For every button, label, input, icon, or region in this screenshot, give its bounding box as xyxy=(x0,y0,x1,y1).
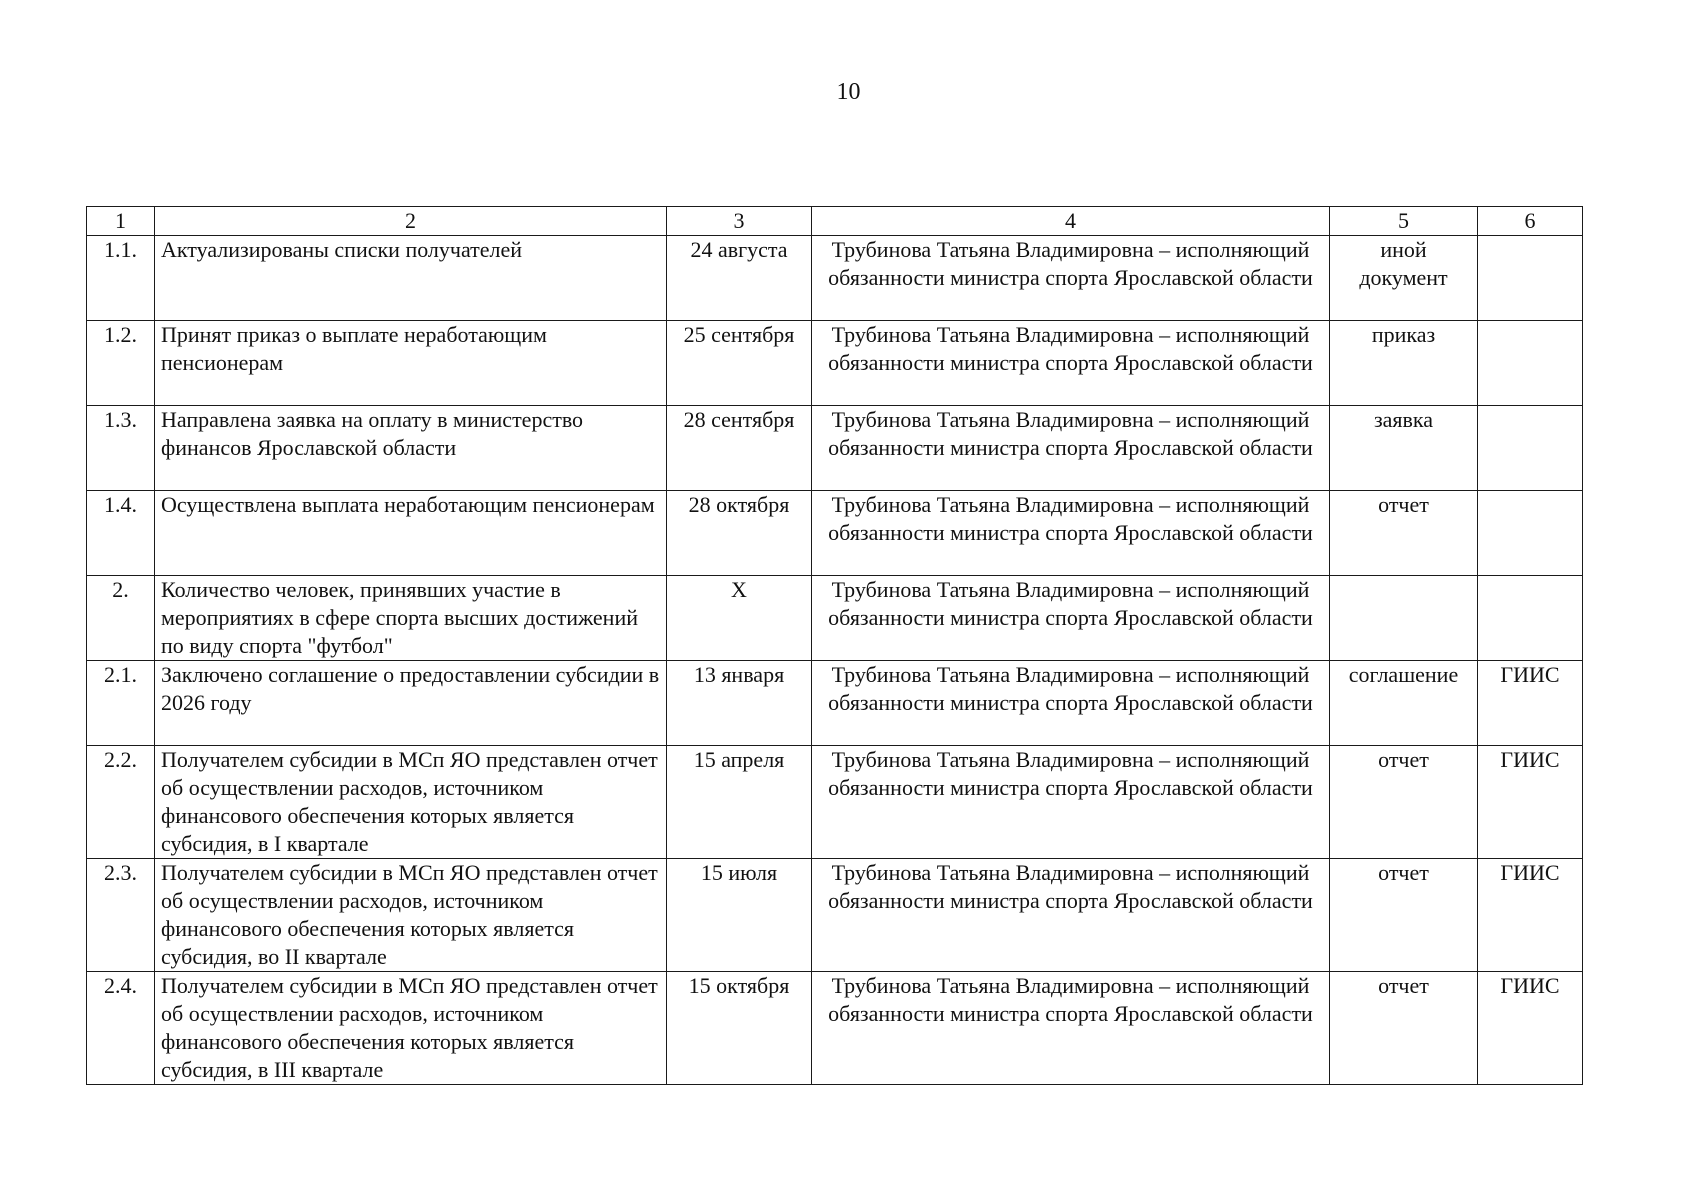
row-event: Получателем субсидии в МСп ЯО представлен отчет об осуществлении расходов, источником финансового обеспечения которых является субсидия, в I квартале xyxy=(155,746,667,859)
row-responsible: Трубинова Татьяна Владимировна – исполняющий обязанности министра спорта Ярославской области xyxy=(812,576,1330,661)
table-row xyxy=(87,746,1583,859)
row-event: Получателем субсидии в МСп ЯО представлен отчет об осуществлении расходов, источником финансового обеспечения которых является субсидия, в III квартале xyxy=(155,972,667,1085)
row-document: иной документ xyxy=(1330,236,1478,321)
row-document xyxy=(1330,576,1478,661)
table-row xyxy=(87,321,1583,406)
row-document: соглашение xyxy=(1330,661,1478,746)
row-number: 2.3. xyxy=(87,859,155,972)
row-event: Направлена заявка на оплату в министерство финансов Ярославской области xyxy=(155,406,667,491)
row-date: 28 сентября xyxy=(667,406,812,491)
plan-table xyxy=(86,206,1583,1085)
row-date: 15 апреля xyxy=(667,746,812,859)
row-event: Актуализированы списки получателей xyxy=(155,236,667,321)
row-responsible: Трубинова Татьяна Владимировна – исполняющий обязанности министра спорта Ярославской области xyxy=(812,321,1330,406)
row-system xyxy=(1478,491,1583,576)
row-system xyxy=(1478,406,1583,491)
row-event: Принят приказ о выплате неработающим пенсионерам xyxy=(155,321,667,406)
row-number: 1.3. xyxy=(87,406,155,491)
row-number: 1.2. xyxy=(87,321,155,406)
column-header: 1 xyxy=(87,207,155,236)
row-responsible: Трубинова Татьяна Владимировна – исполняющий обязанности министра спорта Ярославской области xyxy=(812,236,1330,321)
column-header: 4 xyxy=(812,207,1330,236)
row-responsible: Трубинова Татьяна Владимировна – исполняющий обязанности министра спорта Ярославской области xyxy=(812,661,1330,746)
row-event: Заключено соглашение о предоставлении субсидии в 2026 году xyxy=(155,661,667,746)
column-header: 3 xyxy=(667,207,812,236)
row-number: 2. xyxy=(87,576,155,661)
table-row xyxy=(87,491,1583,576)
row-responsible: Трубинова Татьяна Владимировна – исполняющий обязанности министра спорта Ярославской области xyxy=(812,491,1330,576)
row-date: 13 января xyxy=(667,661,812,746)
row-number: 1.1. xyxy=(87,236,155,321)
row-responsible: Трубинова Татьяна Владимировна – исполняющий обязанности министра спорта Ярославской области xyxy=(812,972,1330,1085)
row-date: 25 сентября xyxy=(667,321,812,406)
row-system: ГИИС xyxy=(1478,746,1583,859)
row-system: ГИИС xyxy=(1478,661,1583,746)
table-row xyxy=(87,236,1583,321)
row-document: отчет xyxy=(1330,859,1478,972)
row-date: 24 августа xyxy=(667,236,812,321)
row-document: приказ xyxy=(1330,321,1478,406)
row-responsible: Трубинова Татьяна Владимировна – исполняющий обязанности министра спорта Ярославской области xyxy=(812,859,1330,972)
row-responsible: Трубинова Татьяна Владимировна – исполняющий обязанности министра спорта Ярославской области xyxy=(812,406,1330,491)
row-date: Х xyxy=(667,576,812,661)
table-header-row xyxy=(87,207,1583,236)
row-document: отчет xyxy=(1330,491,1478,576)
row-system: ГИИС xyxy=(1478,859,1583,972)
row-number: 2.1. xyxy=(87,661,155,746)
row-responsible: Трубинова Татьяна Владимировна – исполняющий обязанности министра спорта Ярославской области xyxy=(812,746,1330,859)
row-system: ГИИС xyxy=(1478,972,1583,1085)
page-number: 10 xyxy=(836,79,861,105)
column-header: 2 xyxy=(155,207,667,236)
row-event: Количество человек, принявших участие в мероприятиях в сфере спорта высших достижений по виду спорта "футбол" xyxy=(155,576,667,661)
row-date: 15 октября xyxy=(667,972,812,1085)
row-event: Получателем субсидии в МСп ЯО представлен отчет об осуществлении расходов, источником финансового обеспечения которых является субсидия, во II квартале xyxy=(155,859,667,972)
table-row xyxy=(87,859,1583,972)
row-document: заявка xyxy=(1330,406,1478,491)
row-number: 1.4. xyxy=(87,491,155,576)
row-system xyxy=(1478,576,1583,661)
row-number: 2.2. xyxy=(87,746,155,859)
row-system xyxy=(1478,321,1583,406)
table-row xyxy=(87,661,1583,746)
row-number: 2.4. xyxy=(87,972,155,1085)
row-event: Осуществлена выплата неработающим пенсионерам xyxy=(155,491,667,576)
row-date: 15 июля xyxy=(667,859,812,972)
table-row xyxy=(87,972,1583,1085)
row-document: отчет xyxy=(1330,972,1478,1085)
row-document: отчет xyxy=(1330,746,1478,859)
row-date: 28 октября xyxy=(667,491,812,576)
row-system xyxy=(1478,236,1583,321)
table-row xyxy=(87,576,1583,661)
column-header: 5 xyxy=(1330,207,1478,236)
column-header: 6 xyxy=(1478,207,1583,236)
table-row xyxy=(87,406,1583,491)
